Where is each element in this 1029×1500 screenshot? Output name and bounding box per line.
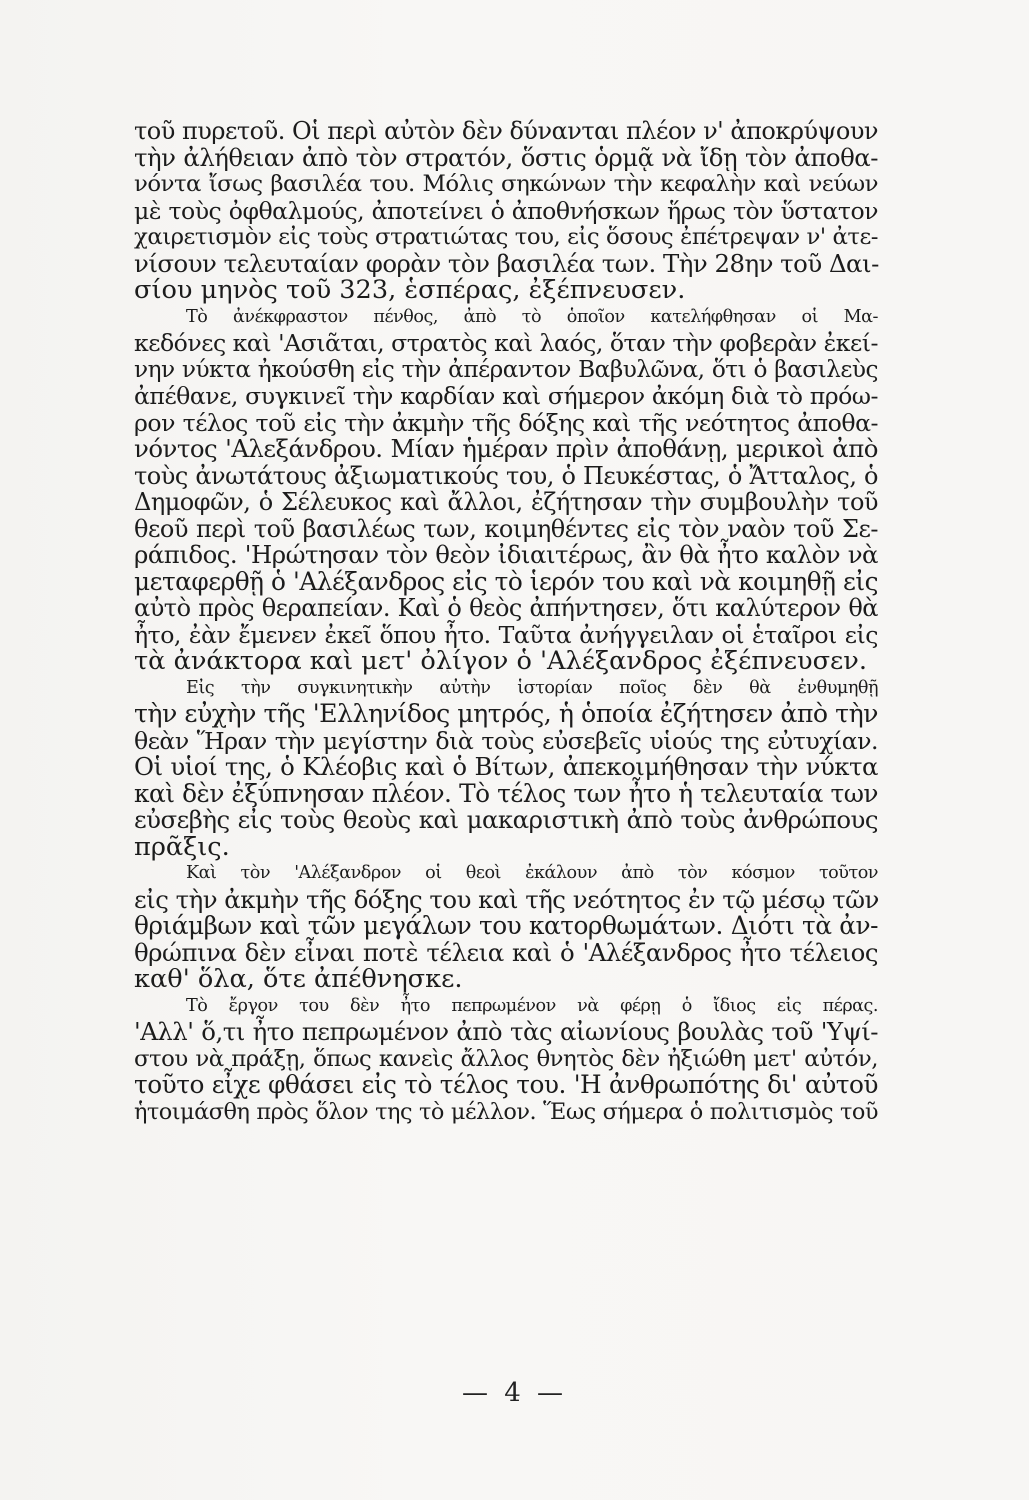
body-text <box>134 118 878 1125</box>
text-line: θρώπινα δὲν εἶναι ποτὲ τέλεια καὶ ὁ 'Αλέξανδρος ἦτο τέλειος <box>134 937 878 967</box>
text-line: στου νὰ πράξῃ, ὅπως κανεὶς ἄλλος θνητὸς δὲν ἠξιώθη μετ' αὐτόν, <box>134 1045 878 1072</box>
text-line: μεταφερθῇ ὁ 'Αλέξανδρος εἰς τὸ ἱερόν του καὶ νὰ κοιμηθῇ εἰς <box>134 566 878 596</box>
text-line: καὶ δὲν ἐξύπνησαν πλέον. Τὸ τέλος των ἦτο ἡ τελευταία των <box>134 778 878 808</box>
text-line: Εἰς τὴν συγκινητικὴν αὐτὴν ἱστορίαν ποῖος δὲν θὰ ἐνθυμηθῇ <box>186 677 878 698</box>
text-line: Τὸ ἀνέκφραστον πένθος, ἀπὸ τὸ ὁποῖον κατελήφθησαν οἱ Μα- <box>186 306 878 327</box>
text-line: Καὶ τὸν 'Αλέξανδρον οἱ θεοὶ ἐκάλουν ἀπὸ τὸν κόσμον τοῦτον <box>186 863 878 883</box>
text-line: ἡτοιμάσθη πρὸς ὅλον της τὸ μέλλον. Ἕως σήμερα ὁ πολιτισμὸς τοῦ <box>134 1098 878 1125</box>
text-line: Οἱ υἱοί της, ὁ Κλέοβις καὶ ὁ Βίτων, ἀπεκοιμήθησαν τὴν νύκτα <box>134 752 878 781</box>
text-line: θριάμβων καὶ τῶν μεγάλων του κατορθωμάτων. Διότι τὰ ἀν- <box>134 911 878 940</box>
page-number: — 4 — <box>461 1378 568 1408</box>
text-line: 'Αλλ' ὅ,τι ἦτο πεπρωμένον ἀπὸ τὰς αἰωνίους βουλὰς τοῦ 'Υψί- <box>134 1017 878 1046</box>
text-line: τοῦτο εἶχε φθάσει εἰς τὸ τέλος του. 'Η ἀνθρωπότης δι' αὐτοῦ <box>134 1070 878 1099</box>
text-line: νόντα ἴσως βασιλέα του. Μόλις σηκώνων τὴν κεφαλὴν καὶ νεύων <box>134 171 878 197</box>
text-line: αὐτὸ πρὸς θεραπείαν. Καὶ ὁ θεὸς ἀπήντησεν, ὅτι καλύτερον θὰ <box>134 594 878 622</box>
text-line: ἦτο, ἐὰν ἔμενεν ἐκεῖ ὅπου ἦτο. Ταῦτα ἀνήγγειλαν οἱ ἑταῖροι εἰς <box>134 620 878 649</box>
text-line: ρον τέλος τοῦ εἰς τὴν ἀκμὴν τῆς δόξης καὶ τῆς νεότητος ἀποθα- <box>134 408 878 437</box>
text-line: χαιρετισμὸν εἰς τοὺς στρατιώτας του, εἰς ὅσους ἐπέτρεψαν ν' ἀτε- <box>134 224 878 250</box>
text-line: τοῦ πυρετοῦ. Οἱ περὶ αὐτὸν δὲν δύνανται πλέον ν' ἀποκρύψουν <box>134 117 878 145</box>
text-line: εἰς τὴν ἀκμὴν τῆς δόξης του καὶ τῆς νεότητος ἐν τῷ μέσῳ τῶν <box>134 884 879 914</box>
text-line: θεὰν Ἥραν τὴν μεγίστην διὰ τοὺς εὐσεβεῖς υἱούς της εὐτυχίαν. <box>134 726 878 755</box>
text-line: σίου μηνὸς τοῦ 323, ἑσπέρας, ἐξέπνευσεν. <box>134 275 686 305</box>
text-line: τὴν ἀλήθειαν ἀπὸ τὸν στρατόν, ὅστις ὁρμᾷ νὰ ἴδῃ τὸν ἀποθα- <box>134 142 878 172</box>
text-line: μὲ τοὺς ὀφθαλμούς, ἀποτείνει ὁ ἀποθνήσκων ἥρως τὸν ὕστατον <box>134 196 878 225</box>
text-line: ράπιδος. 'Ηρώτησαν τὸν θεὸν ἰδιαιτέρως, ἂν θὰ ἦτο καλὸν νὰ <box>134 540 878 569</box>
text-line: εὐσεβὴς εἰς τοὺς θεοὺς καὶ μακαριστικὴ ἀπὸ τοὺς ἀνθρώπους <box>134 805 878 834</box>
text-line: νίσουν τελευταίαν φορὰν τὸν βασιλέα των. Τὴν 28ην τοῦ Δαι- <box>134 248 879 278</box>
text-line: καθ' ὅλα, ὅτε ἀπέθνησκε. <box>134 964 463 994</box>
text-line: θεοῦ περὶ τοῦ βασιλέως των, κοιμηθέντες εἰς τὸν ναὸν τοῦ Σε- <box>134 514 878 543</box>
text-line: νην νύκτα ἠκούσθη εἰς τὴν ἀπέραντον Βαβυλῶνα, ὅτι ὁ βασιλεὺς <box>134 355 878 383</box>
text-line: πρᾶξις. <box>134 831 230 862</box>
text-line: Δημοφῶν, ὁ Σέλευκος καὶ ἄλλοι, ἐζήτησαν τὴν συμβουλὴν τοῦ <box>134 488 878 516</box>
text-line: νόντος 'Αλεξάνδρου. Μίαν ἡμέραν πρὶν ἀποθάνῃ, μερικοὶ ἀπὸ <box>134 434 878 463</box>
text-line: κεδόνες καὶ 'Ασιᾶται, στρατὸς καὶ λαός, ὅταν τὴν φοβερὰν ἐκεί- <box>134 329 878 357</box>
text-line: τὰ ἀνάκτορα καὶ μετ' ὀλίγον ὁ 'Αλέξανδρος ἐξέπνευσεν. <box>134 646 867 676</box>
text-line: Τὸ ἔργον του δὲν ἦτο πεπρωμένον νὰ φέρῃ ὁ ἴδιος εἰς πέρας. <box>186 995 878 1016</box>
text-line: τοὺς ἀνωτάτους ἀξιωματικούς του, ὁ Πευκέστας, ὁ Ἄτταλος, ὁ <box>134 461 878 490</box>
text-line: ἀπέθανε, συγκινεῖ τὴν καρδίαν καὶ σήμερον ἀκόμη διὰ τὸ πρόω- <box>134 382 878 410</box>
text-line: τὴν εὐχὴν τῆς 'Ελληνίδος μητρός, ἡ ὁποία ἐζήτησεν ἀπὸ τὴν <box>134 699 878 728</box>
